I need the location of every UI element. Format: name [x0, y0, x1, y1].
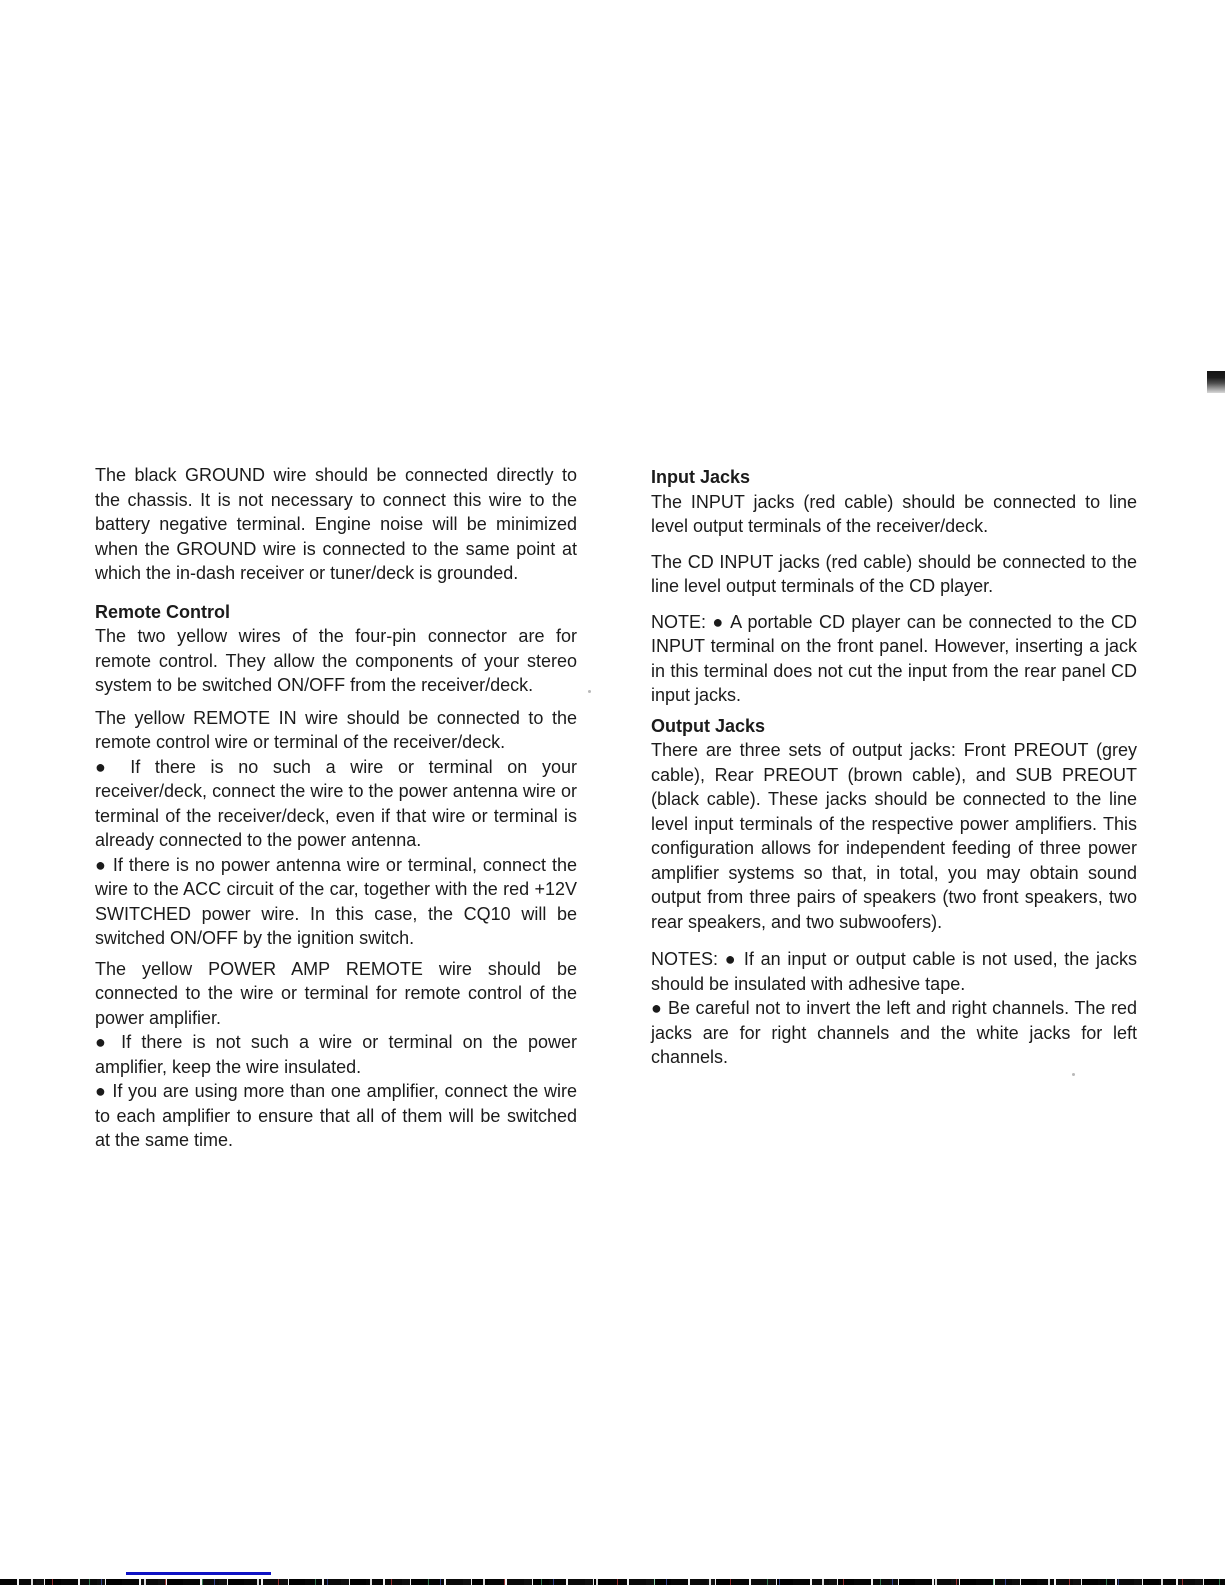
para-power-amp-remote: The yellow POWER AMP REMOTE wire should be connected to the wire or terminal for remote control of the power amplifier. — [95, 958, 577, 1028]
heading-remote-control: Remote Control — [95, 601, 230, 622]
para-cd-input-jacks: The CD INPUT jacks (red cable) should be connected to the line level output terminals of the CD player. — [651, 551, 1137, 596]
bottom-blue-ink-line — [126, 1572, 271, 1575]
left-column — [95, 463, 577, 1153]
para-remote-wires: The two yellow wires of the four-pin connector are for remote control. They allow the components of your stereo system to be switched ON/OFF from the receiver/deck. — [95, 626, 577, 695]
scan-speck — [1072, 1073, 1075, 1076]
bullet-multiple-amplifiers: ● If you are using more than one amplifier, connect the wire to each amplifier to ensure that all of them will be switched at the same time. — [95, 1081, 577, 1150]
bottom-scan-edge — [0, 1579, 1225, 1585]
bullet-no-power-antenna: ● If there is no power antenna wire or terminal, connect the wire to the ACC circuit of the car, together with the red +12V SWITCHED power wire. In this case, the CQ10 will be switched ON/OFF by the ignition switch. — [95, 854, 577, 948]
right-edge-print-mark — [1207, 371, 1225, 393]
para-note-portable-cd: NOTE: ● A portable CD player can be connected to the CD INPUT terminal on the front panel. However, inserting a jack in this terminal does not cut the input from the rear panel CD input jacks. — [651, 611, 1137, 705]
heading-input-jacks: Input Jacks — [651, 467, 751, 487]
bullet-no-terminal-amplifier: ● If there is not such a wire or terminal on the power amplifier, keep the wire insulated. — [95, 1032, 577, 1077]
para-ground-wire: The black GROUND wire should be connected directly to the chassis. It is not necessary to connect this wire to the battery negative terminal. Engine noise will be minimized when the GROUND wire is connected to the same point at which the in-dash receiver or tuner/deck is grounded. — [95, 465, 577, 583]
para-input-jacks: The INPUT jacks (red cable) should be connected to line level output terminals of the receiver/deck. — [651, 491, 1137, 536]
right-column — [651, 465, 1137, 1070]
para-output-jacks: There are three sets of output jacks: Front PREOUT (grey cable), Rear PREOUT (brown cable), and SUB PREOUT (black cable). These jacks should be connected to the line level input terminals of the respective power amplifiers. This configuration allows for independent feeding of three power amplifier systems so that, in total, you may obtain sound output from three pairs of speakers (two front speakers, two rear speakers, and two subwoofers). — [651, 740, 1137, 932]
bullet-channel-polarity: ● Be careful not to invert the left and right channels. The red jacks are for right channels and the white jacks for left channels. — [651, 998, 1137, 1067]
para-remote-in: The yellow REMOTE IN wire should be connected to the remote control wire or terminal of the receiver/deck. — [95, 707, 577, 752]
scan-speck — [588, 690, 591, 693]
heading-output-jacks: Output Jacks — [651, 715, 766, 736]
para-notes-insulate: NOTES: ● If an input or output cable is not used, the jacks should be insulated with adhesive tape. — [651, 949, 1137, 994]
bullet-no-wire-terminal: ● If there is no such a wire or terminal on your receiver/deck, connect the wire to the power antenna wire or terminal of the receiver/deck, even if that wire or terminal is already connected to the power antenna. — [95, 756, 577, 850]
